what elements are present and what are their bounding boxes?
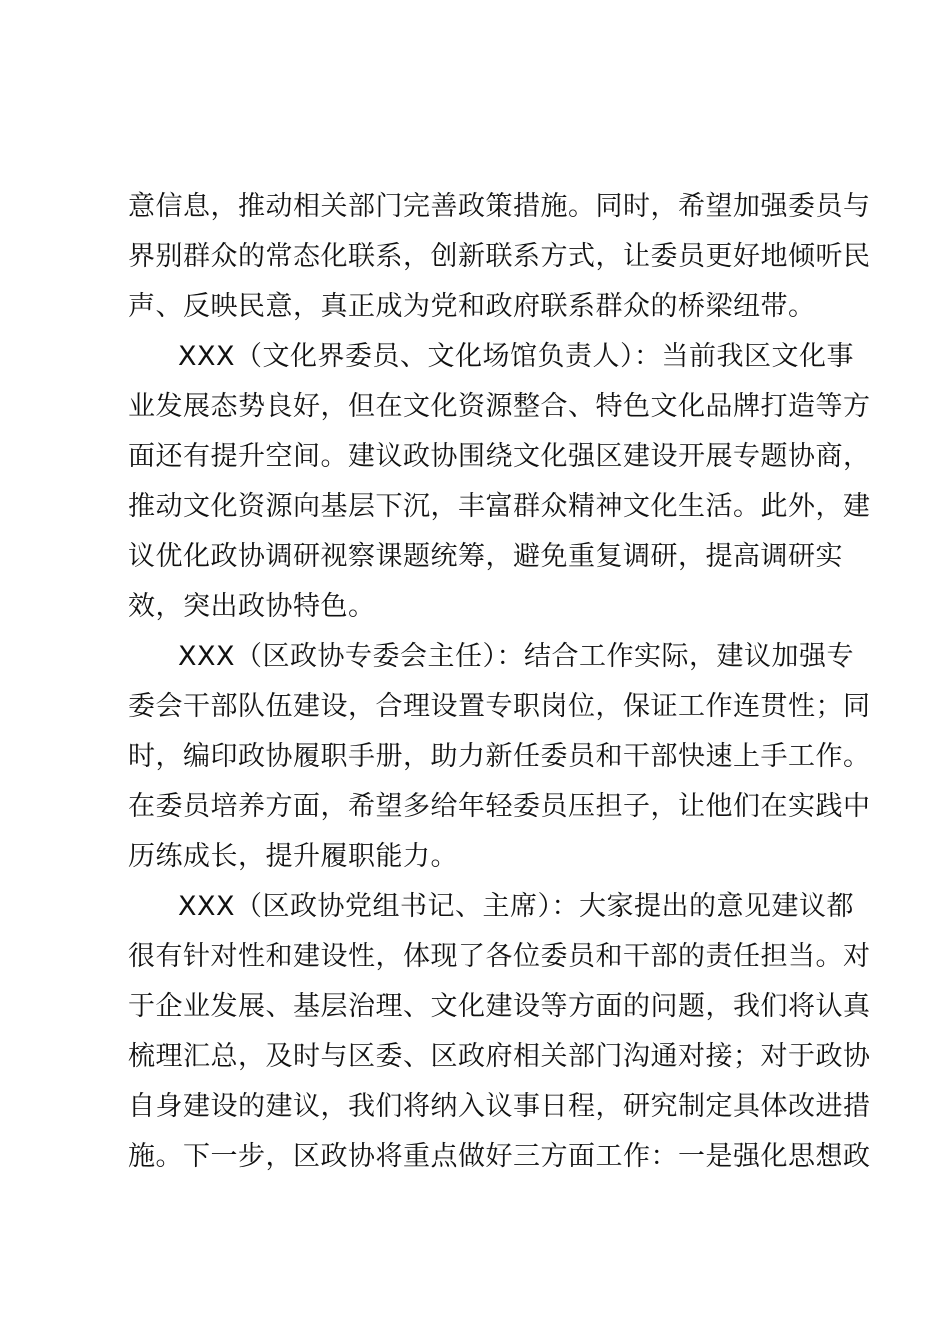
paragraph-committee-director (128, 632, 871, 882)
text-line: 在委员培养方面，希望多给年轻委员压担子，让他们在实践中 (128, 791, 871, 822)
text-line: 意信息，推动相关部门完善政策措施。同时，希望加强委员与 (128, 191, 871, 222)
text-line: 业发展态势良好，但在文化资源整合、特色文化品牌打造等方 (128, 391, 871, 422)
document-body (128, 182, 871, 1182)
text-line: 议优化政协调研视察课题统筹，避免重复调研，提高调研实 (128, 541, 843, 572)
text-line: 很有针对性和建设性，体现了各位委员和干部的责任担当。对 (128, 941, 871, 972)
text-line: 于企业发展、基层治理、文化建设等方面的问题，我们将认真 (128, 991, 871, 1022)
paragraph-chairman (128, 882, 871, 1182)
text-line: 推动文化资源向基层下沉，丰富群众精神文化生活。此外，建 (128, 491, 871, 522)
text-line: 梳理汇总，及时与区委、区政府相关部门沟通对接；对于政协 (128, 1041, 871, 1072)
text-line: 声、反映民意，真正成为党和政府联系群众的桥梁纽带。 (128, 291, 816, 322)
text-line: 历练成长，提升履职能力。 (128, 841, 458, 872)
text-line: 自身建设的建议，我们将纳入议事日程，研究制定具体改进措 (128, 1091, 871, 1122)
text-line: 界别群众的常态化联系，创新联系方式，让委员更好地倾听民 (128, 241, 871, 272)
paragraph-continuation (128, 182, 871, 332)
text-line: 施。下一步，区政协将重点做好三方面工作：一是强化思想政 (128, 1141, 871, 1172)
text-line: 效，突出政协特色。 (128, 591, 376, 622)
text-line: 时，编印政协履职手册，助力新任委员和干部快速上手工作。 (128, 741, 871, 772)
text-line-first: XXX（区政协党组书记、主席）：大家提出的意见建议都 (178, 891, 854, 922)
text-line: 委会干部队伍建设，合理设置专职岗位，保证工作连贯性；同 (128, 691, 871, 722)
text-line: 面还有提升空间。建议政协围绕文化强区建设开展专题协商， (128, 441, 871, 472)
paragraph-culture-member (128, 332, 871, 632)
text-line-first: XXX（文化界委员、文化场馆负责人）：当前我区文化事 (178, 341, 854, 372)
text-line-first: XXX（区政协专委会主任）：结合工作实际，建议加强专 (178, 641, 854, 672)
